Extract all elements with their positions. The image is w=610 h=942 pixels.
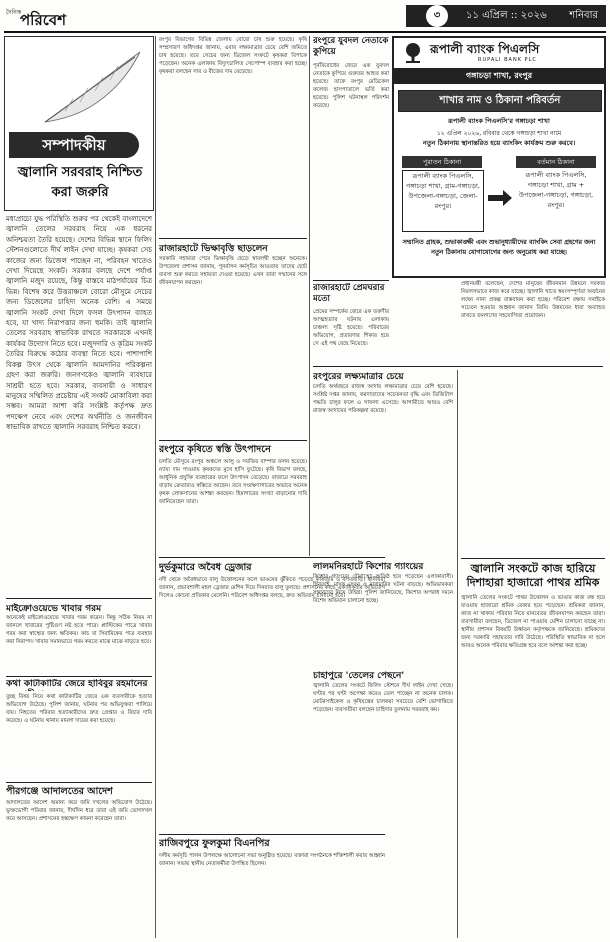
article-body: জ্বালানি তেলের সংকটে পাথর উত্তোলন ও ভাঙার কাজ বন্ধ হয়ে যাওয়ায় হাজারো শ্রমিক বেকার হয়ে পড়েছেন। শ্রমিকরা জানান, কাজ না থাকায় পরিবার নিয়ে মানবেতর জীবনযাপন করছেন তারা। ব্যবসায়ীরা বলছেন, ডিজেল না পাওয়ায় মেশিন চালানো যাচ্ছে না। স্থানীয় প্রশাসন বিষয়টি উর্ধ্বতন কর্তৃপক্ষকে জানিয়েছে। শ্রমিকদের জন্য সরকারি সহায়তার দাবি উঠেছে। পরিস্থিতি স্বাভাবিক না হলে আরও অনেক পরিবার ক্ষতিগ্রস্ত হবে বলে আশঙ্কা করা হচ্ছে। [461,595,605,649]
article-headline: রংপুরের লক্ষ্যমাত্রার চেয়ে [313,372,404,382]
ad-line-2: ১২ এপ্রিল ২০২৬, রবিবার থেকে গঙ্গাচড়া শাখা নামে [436,130,562,137]
divider [6,598,152,599]
header-date-bar [406,5,606,27]
article-body: পূর্ববিরোধের জেরে এক যুবদল নেতাকে কুপিয়ে গুরুতর আহত করা হয়েছে। তাকে রংপুর মেডিকেল কলেজ হাসপাতালে ভর্তি করা হয়েছে। পুলিশ ঘটনাস্থল পরিদর্শন করেছে। [313,63,389,109]
bank-name-en: RUPALI BANK PLC [478,57,537,63]
issue-date: ১১ এপ্রিল :: ২০২৬ [466,10,547,21]
divider [159,834,385,835]
editorial-header-box [4,36,154,211]
article-body: সরকারি সহায়তা পেয়ে ভিক্ষাবৃত্তি ছেড়ে স্বাবলম্বী হচ্ছেন অনেকে। উপজেলা প্রশাসন জানায়, পুনর্বাসন কর্মসূচির আওতায় তাদের ছোট ব্যবসা শুরু করতে সহায়তা দেওয়া হয়েছে। এখন তারা সম্মানের সঙ্গে জীবনযাপন করছেন। [159,256,307,286]
article-body: তুচ্ছ বিষয় নিয়ে কথা কাটাকাটির জেরে এক ব্যবসায়ীকে হত্যার অভিযোগ উঠেছে। পুলিশ জানায়, ঘটনার পর অভিযুক্তরা পালিয়ে যায়। নিহতের পরিবার হত্যাকারীদের দ্রুত গ্রেপ্তার ও বিচার দাবি করেছে। এ ঘটনায় থানায় মামলা দায়ের করা হয়েছে। [6,694,152,724]
old-address: রূপালী ব্যাংক পিএলসি, গঙ্গাচড়া শাখা, গ্রাম-গঙ্গাচড়া, উপজেলা-গঙ্গাচড়া, জেলা-রংপুর। [402,170,484,232]
new-address-label: বর্তমান ঠিকানা [516,156,596,168]
issue-day: শনিবার [569,10,598,21]
column-divider [457,370,458,938]
editorial-banner: সম্পাদকীয় [9,132,139,158]
article-body: চলতি অর্থবছরে রাজস্ব আদায় লক্ষ্যমাত্রার চেয়ে বেশি হয়েছে। সংশ্লিষ্ট দপ্তর জানায়, করদাতাদের সচেতনতা বৃদ্ধি এবং ডিজিটাল পদ্ধতি চালুর ফলে এ সাফল্য এসেছে। আগামীতে আরও বেশি রাজস্ব আদায়ের পরিকল্পনা রয়েছে। [313,384,453,414]
article-body: অনেকেই মাইক্রোওয়েভে খাবার গরম করেন। কিন্তু সঠিক নিয়ম না জানলে খাবারের পুষ্টিগুণ নষ্ট হতে পারে। প্লাস্টিকের পাত্রে খাবার গরম করা স্বাস্থ্যের জন্য ক্ষতিকর। কাচ বা সিরামিকের পাত্র ব্যবহার করা নিরাপদ। খাবার সমানভাবে গরম করতে মাঝে মাঝে নাড়তে হবে। [6,615,152,645]
bank-name: রূপালী ব্যাংক পিএলসি [430,42,540,56]
ad-line-1: রূপালী ব্যাংক পিএলসি'র গঙ্গাচড়া শাখা [448,117,550,125]
article-headline: রংপুরে কৃষিতে স্বস্তি উৎপাদনে [159,444,271,455]
ad-line-3: নতুন ঠিকানায় স্থানান্তরিত হয়ে ব্যাংকিং কার্যক্রম শুরু করবে। [422,139,576,147]
bank-tree-logo-icon [400,42,426,64]
divider [461,558,605,559]
article-headline: কথা কাটাকাটির জেরে হাবিবুর রহমানের [6,679,148,689]
old-address-label: পুরাতন ঠিকানা [402,156,482,168]
divider [313,280,389,281]
masthead-title: পরিবেশ [20,11,66,29]
column-divider [309,36,310,556]
page-number: ৩ [426,5,448,27]
divider [6,782,152,783]
new-address: রূপালী ব্যাংক পিএলসি, গঙ্গাচড়া শাখা, গ্রাম + উপজেলা-গঙ্গাচড়া, গঙ্গাচড়া, রংপুর। [518,171,594,209]
article-headline: মাইক্রোওয়েভে খাবার গরম [6,604,102,614]
masthead-tag: দৈনিক [6,9,22,16]
article-body: প্রধানমন্ত্রী বলেছেন, দেশের মানুষের জীবনমান উন্নয়নে সরকার নিরলসভাবে কাজ করে যাচ্ছে। জ্বালানি খাতে স্বয়ংসম্পূর্ণতা অর্জনের লক্ষ্যে নানা প্রকল্প বাস্তবায়ন করা হচ্ছে। পরিবেশ রক্ষায় সবাইকে সচেতন হওয়ার আহ্বান জানান তিনি। উন্নয়নের ধারা অব্যাহত রাখতে জনগণের সহযোগিতা প্রয়োজন। [461,281,605,319]
ad-footer: সম্মানিত গ্রাহক, শুভাকাঙ্ক্ষী এবং শুভানুধ্যায়ীদের ব্যাংকিং সেবা গ্রহণের জন্য নতুন ঠিকানায় যোগাযোগের জন্য অনুরোধ করা যাচ্ছে। [402,239,596,256]
quill-feather-icon [35,47,145,127]
article-body: নদী থেকে অবৈধভাবে বালু উত্তোলনের ফলে ভাঙনের ঝুঁকিতে পড়েছে কৃষিজমি ও বসতবাড়ি। স্থানীয়রা জানান, প্রভাবশালী মহল ড্রেজার মেশিন দিয়ে দিনরাত বালু তুলছে। প্রশাসনের কাছে একাধিকবার অভিযোগ দিলেও কোনো প্রতিকার মেলেনি। পরিবেশ অধিদপ্তর বলছে, দ্রুত অভিযান চালানো হবে। [159,577,385,599]
page-header [4,3,606,33]
bank-advertisement [392,36,606,278]
article-body: চলতি মৌসুমে রংপুর অঞ্চলে আলু ও সবজির বাম্পার ফলন হয়েছে। ন্যায্য দাম পাওয়ায় কৃষকদের মুখে হাসি ফুটেছে। কৃষি বিভাগ বলছে, আধুনিক প্রযুক্তি ব্যবহারের ফলে উৎপাদন বেড়েছে। বাজারে সরবরাহ বাড়ায় ক্রেতারাও স্বস্তিতে আছেন। তবে সংরক্ষণাগারের অভাবে অনেক কৃষক লোকসানের আশঙ্কা করছেন। হিমাগারের সংখ্যা বাড়ানোর দাবি জানিয়েছেন তারা। [159,459,307,505]
masthead [6,4,126,30]
article-headline: রংপুরে যুবদল নেতাকে কুপিয়ে [313,36,389,57]
article-body: প্রেমের সম্পর্কের জেরে এক তরুণীর আত্মহত্যার ঘটনায় এলাকায় চাঞ্চল্য সৃষ্টি হয়েছে। পরিবারের অভিযোগ, প্রতারণার শিকার হয়ে সে এই পথ বেছে নিয়েছে। [313,309,389,347]
ad-title: শাখার নাম ও ঠিকানা পরিবর্তন [398,90,602,112]
divider [6,676,152,677]
divider [159,238,307,239]
article-body: কিশোর গ্যাংয়ের দৌরাত্ম্যে অতিষ্ঠ হয়ে পড়েছেন এলাকাবাসী। ছিনতাই, মাদক সেবন ও মারামারির ঘটনা বাড়ছে। অভিভাবকরা সন্তানদের নিয়ে উদ্বিগ্ন। পুলিশ জানিয়েছে, কিশোর অপরাধ দমনে বিশেষ অভিযান চালানো হচ্ছে। [313,574,453,604]
article-body: আদালতের আদেশ অমান্য করে জমি দখলের অভিযোগ উঠেছে। ভুক্তভোগী পরিবার জানায়, দীর্ঘদিন ধরে তারা ওই জমি ভোগদখল করে আসছেন। প্রশাসনের হস্তক্ষেপ কামনা করেছেন তারা। [6,800,152,822]
article-headline: চাহাপুরে 'তেলের পেছনে' [313,671,405,681]
editorial-title: জ্বালানি সরবরাহ নিশ্চিত করা জরুরি [17,165,143,200]
article-headline: দুর্ভকুমারে অবৈধ ড্রেজার [159,562,252,573]
article-headline: রাজারহাটে ভিক্ষাবৃত্তি ছাড়লেন [159,244,268,254]
arrow-right-icon [486,188,514,208]
article-body: রংপুর বিভাগের বিভিন্ন জেলায় বোরো চাষ শুরু হয়েছে। কৃষি সম্প্রসারণ অধিদপ্তর জানায়, এবার লক্ষ্যমাত্রার চেয়ে বেশি জমিতে চাষ হয়েছে। তবে সেচের জন্য ডিজেল সংকটে কৃষকরা বিপাকে পড়েছেন। অনেক এলাকায় বিদ্যুৎচালিত সেচপাম্প ব্যবহার করা হচ্ছে। কৃষকরা বলছেন সার ও বীজের দাম বেড়েছে। [159,37,307,75]
divider [159,440,307,441]
divider [159,557,385,558]
editorial-body: মধ্যপ্রাচ্যে যুদ্ধ পরিস্থিতি শুরুর পর থেকেই বাংলাদেশে জ্বালানি তেলের সরবরাহ নিয়ে এক ধরনের অনিশ্চয়তা তৈরি হয়েছে। দেশের বিভিন্ন স্থানে ফিলিং স্টেশনগুলোতে দীর্ঘ লাইন দেখা যাচ্ছে। কৃষকরা সেচ কাজের জন্য ডিজেল পাচ্ছেন না, পরিবহন খাতেও দেখা দিয়েছে সংকট। সরকার বলছে দেশে পর্যাপ্ত জ্বালানি মজুদ রয়েছে, কিন্তু বাস্তবে মাঠপর্যায়ের চিত্র ভিন্ন। বিশেষ করে উত্তরাঞ্চলে বোরো মৌসুমে সেচের জন্য ডিজেলের চাহিদা অনেক বেশি। এ সময়ে জ্বালানি সংকট দেখা দিলে ফসল উৎপাদন ব্যাহত হবে, যা খাদ্য নিরাপত্তার জন্য হুমকি। তাই জ্বালানি তেলের সরবরাহ স্বাভাবিক রাখতে সরকারকে এখনই কার্যকর উদ্যোগ নিতে হবে। মজুদদারি ও কৃত্রিম সংকট তৈরির বিরুদ্ধে কঠোর ব্যবস্থা নিতে হবে। পাশাপাশি বিকল্প উৎস থেকে জ্বালানি আমদানির পরিকল্পনা গ্রহণ করা জরুরি। জনগণকেও জ্বালানি ব্যবহারে সাশ্রয়ী হতে হবে। সরকার, ব্যবসায়ী ও সাধারণ মানুষের সম্মিলিত প্রচেষ্টায় এই সংকট মোকাবিলা করা সম্ভব। আমরা আশা করি সংশ্লিষ্ট কর্তৃপক্ষ দ্রুত পদক্ষেপ নেবে এবং দেশের অর্থনীতি ও জনজীবন স্বাভাবিক রাখতে জ্বালানি সরবরাহ নিশ্চিত করবে। [6,215,152,432]
article-headline: লালমনিরহাটে কিশোর গ্যাংয়ের [313,562,424,572]
article-body: দলীয় কর্মসূচি পালন উপলক্ষে আলোচনা সভা অনুষ্ঠিত হয়েছে। বক্তারা সংগঠনকে শক্তিশালী করার আহ্বান জানান। সভায় স্থানীয় নেতাকর্মীরা উপস্থিত ছিলেন। [159,853,385,867]
article-headline: রাজিবপুরে ফুলকুমা বিএনপির [159,838,270,849]
column-divider [155,36,156,938]
article-headline: রাজারহাটে প্রেমঘরার মতো [313,283,385,304]
ad-header [394,38,604,68]
article-headline: জ্বালানি সংকটে কাজ হারিয়ে দিশাহারা হাজারো পাথর শ্রমিক [466,562,600,589]
branch-name: গঙ্গাচড়া শাখা, রংপুর [394,68,604,84]
article-body: জ্বালানি তেলের সংকটে ফিলিং স্টেশনে দীর্ঘ লাইন দেখা গেছে। ঘণ্টার পর ঘণ্টা অপেক্ষা করেও তেল পাচ্ছেন না অনেক চালক। মোটরসাইকেল ও কৃষিযন্ত্রের চালকরা সবচেয়ে বেশি ভোগান্তিতে পড়েছেন। ব্যবসায়ীরা বলছেন চাহিদার তুলনায় সরবরাহ কম। [313,683,453,713]
article-headline: পীরগঞ্জে আদালতের আদেশ [6,786,113,797]
